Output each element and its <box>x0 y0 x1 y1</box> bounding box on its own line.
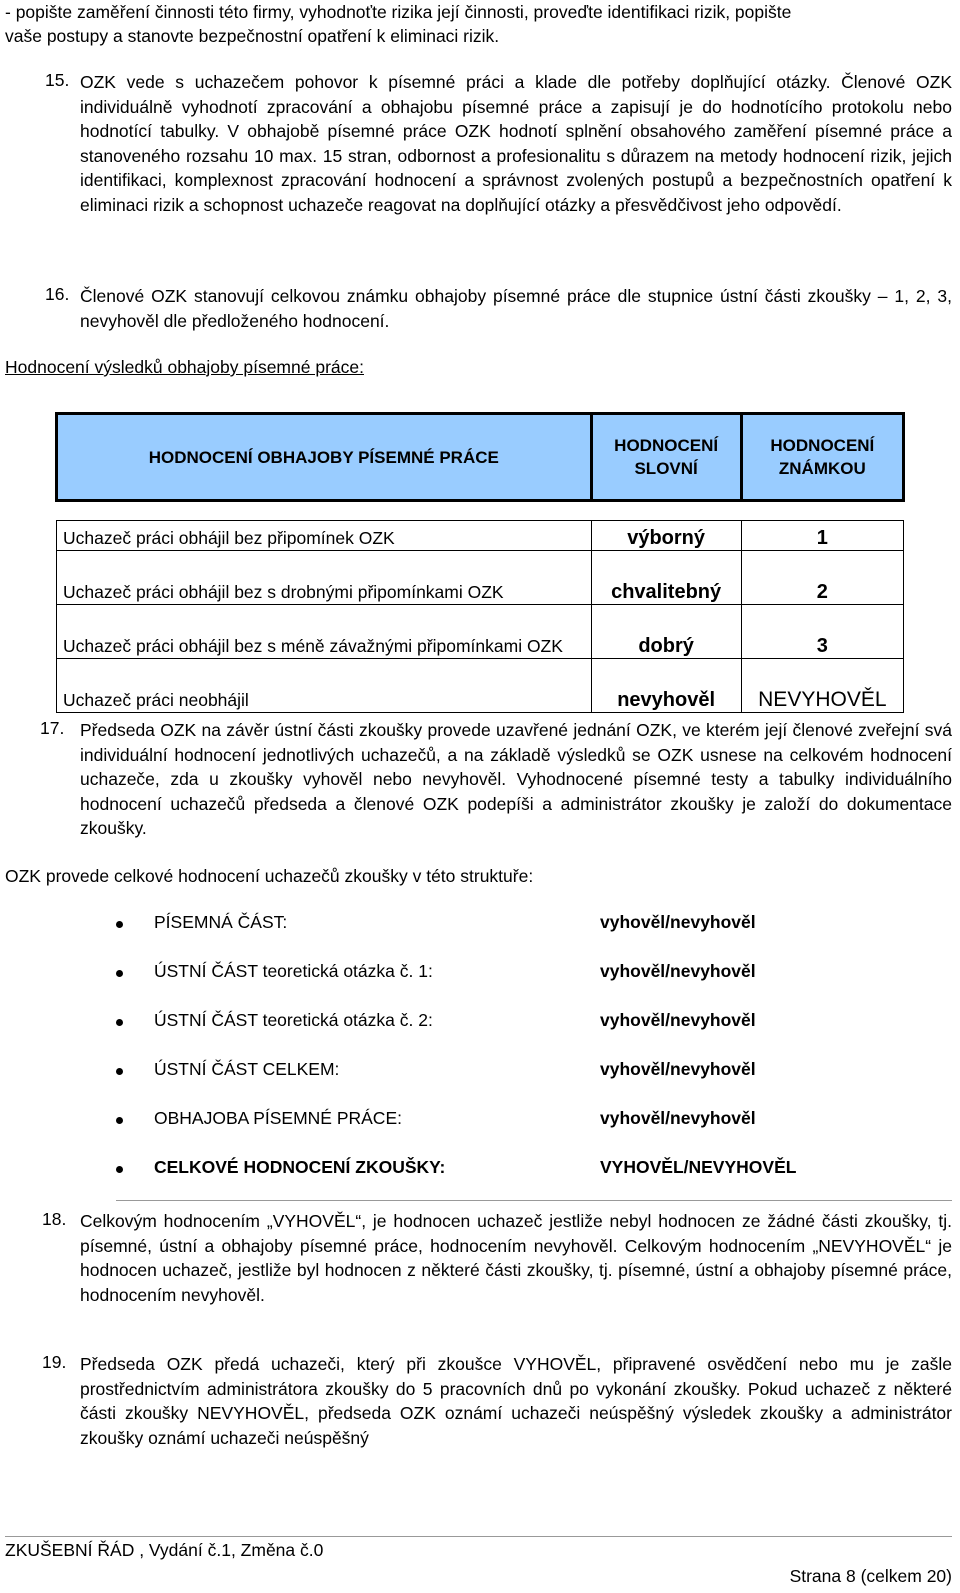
list-item-value: VYHOVĚL/NEVYHOVĚL <box>600 1157 797 1177</box>
list-item <box>0 1059 960 1083</box>
structure-intro: OZK provede celkové hodnocení uchazečů zkoušky v této struktuře: <box>5 866 534 886</box>
list-item <box>0 1010 960 1034</box>
row-verbal-grade: výborný <box>591 521 741 551</box>
divider <box>116 1200 952 1201</box>
bullet-icon <box>116 1019 123 1026</box>
table-row <box>57 605 904 659</box>
item-18-number: 18. <box>42 1209 67 1229</box>
table-row <box>57 521 904 551</box>
footer-divider <box>5 1536 952 1537</box>
header-defense-grade: HODNOCENÍ OBHAJOBY PÍSEMNÉ PRÁCE <box>57 414 592 501</box>
grading-table <box>55 412 905 713</box>
bullet-icon <box>116 970 123 977</box>
item-16-number: 16. <box>45 284 70 304</box>
list-item-value: vyhověl/nevyhověl <box>600 1108 756 1128</box>
row-mark-grade: 3 <box>741 605 903 659</box>
table-row <box>57 551 904 605</box>
list-item <box>0 912 960 936</box>
grading-table-header <box>57 414 904 501</box>
footer-document-title: ZKUŠEBNÍ ŘÁD , Vydání č.1, Změna č.0 <box>5 1540 324 1560</box>
item-18 <box>5 1209 952 1307</box>
list-item-label: OBHAJOBA PÍSEMNÉ PRÁCE: <box>154 1108 402 1128</box>
list-item-value: vyhověl/nevyhověl <box>600 1010 756 1030</box>
list-item <box>0 1108 960 1132</box>
item-19-number: 19. <box>42 1352 67 1372</box>
item-17-number: 17. <box>40 718 65 738</box>
table-heading: Hodnocení výsledků obhajoby písemné práce: <box>5 357 364 377</box>
list-item-value: vyhověl/nevyhověl <box>600 912 756 932</box>
list-item-value: vyhověl/nevyhověl <box>600 961 756 981</box>
list-item-value: vyhověl/nevyhověl <box>600 1059 756 1079</box>
row-description: Uchazeč práci neobhájil <box>57 659 592 713</box>
item-16-text: Členové OZK stanovují celkovou známku obhajoby písemné práce dle stupnice ústní části zkoušky – 1, 2, 3, nevyhověl dle předloženého hodnocení. <box>80 286 952 331</box>
row-description: Uchazeč práci obhájil bez s méně závažnými připomínkami OZK <box>57 605 592 659</box>
list-item-label: ÚSTNÍ ČÁST teoretická otázka č. 1: <box>154 961 433 981</box>
list-item-label: ÚSTNÍ ČÁST CELKEM: <box>154 1059 340 1079</box>
intro-line-2: vaše postupy a stanovte bezpečnostní opatření k eliminaci rizik. <box>5 26 500 46</box>
row-mark-grade: 2 <box>741 551 903 605</box>
bullet-icon <box>116 1166 123 1173</box>
list-item <box>0 961 960 985</box>
row-description: Uchazeč práci obhájil bez připomínek OZK <box>57 521 592 551</box>
header-verbal-grade: HODNOCENÍ SLOVNÍ <box>591 414 741 501</box>
item-17-text: Předseda OZK na závěr ústní části zkoušky provede uzavřené jednání OZK, ve kterém její členové zveřejní svá individuální hodnocení jednotlivých uchazečů, a na základě výsledků se OZK usnese na celkovém hodnocení uchazeče, zda u zkoušky vyhověl nebo nevyhověl. Vyhodnocené písemné testy a tabulky individuálního hodnocení uchazečů předseda a členové OZK podepíši a administrátor zkoušky je založí do dokumentace zkoušky. <box>80 720 952 838</box>
bullet-icon <box>116 921 123 928</box>
intro-line-1: - popište zaměření činnosti této firmy, vyhodnoťte rizika její činnosti, proveďte identifikaci rizik, popište <box>5 2 792 22</box>
item-19-text: Předseda OZK předá uchazeči, který při zkoušce VYHOVĚL, připravené osvědčení nebo mu je zašle prostřednictvím administrátora zkoušky do 5 pracovních dnů po vykonání zkoušky. Pokud uchazeč z některé části zkoušky NEVYHOVĚL, předseda OZK oznámí uchazeči neúspěšný výsledek zkoušky a administrátor zkoušky oznámí uchazeči neúspěšný <box>80 1354 952 1448</box>
item-15-text: OZK vede s uchazečem pohovor k písemné práci a klade dle potřeby doplňující otázky. Členové OZK individuálně vyhodnotí zpracování a obhajobu písemné práce a zapisují je do hodnotícího protokolu nebo hodnotící tabulky. V obhajobě písemné práce OZK hodnotí splnění obsahového zaměření písemné práce a stanoveného rozsahu 10 max. 15 stran, odbornost a profesionalitu s důrazem na metody hodnocení rizik, jejich identifikaci, komplexnost zpracování hodnocení a správnost zvolených postupů a bezpečnostních opatření k eliminaci rizik a schopnost uchazeče reagovat na doplňující otázky a přesvědčivost jeho odpovědí. <box>80 72 952 215</box>
footer-page-number: Strana 8 (celkem 20) <box>789 1566 952 1586</box>
item-15-number: 15. <box>45 70 70 90</box>
row-verbal-grade: chvalitebný <box>591 551 741 605</box>
table-row <box>57 659 904 713</box>
row-mark-grade: 1 <box>741 521 903 551</box>
bullet-icon <box>116 1117 123 1124</box>
table-spacer <box>57 501 904 521</box>
row-verbal-grade: nevyhověl <box>591 659 741 713</box>
item-19 <box>5 1352 952 1450</box>
bullet-icon <box>116 1068 123 1075</box>
row-mark-grade: NEVYHOVĚL <box>741 659 903 713</box>
item-17 <box>5 718 952 841</box>
list-item-label: ÚSTNÍ ČÁST teoretická otázka č. 2: <box>154 1010 433 1030</box>
item-18-text: Celkovým hodnocením „VYHOVĚL“, je hodnocen uchazeč jestliže nebyl hodnocen ze žádné části zkoušky, tj. písemné, ústní a obhajoby písemné práce, hodnocením nevyhověl. Celkovým hodnocením „NEVYHOVĚL“ je hodnocen uchazeč, jestliže byl hodnocen z některé části zkoušky, tj. písemné, ústní a obhajoby písemné práce, hodnocením nevyhověl. <box>80 1211 952 1305</box>
list-item <box>0 1157 960 1181</box>
item-15 <box>5 70 952 217</box>
list-item-label: PÍSEMNÁ ČÁST: <box>154 912 288 932</box>
row-verbal-grade: dobrý <box>591 605 741 659</box>
header-mark-grade: HODNOCENÍ ZNÁMKOU <box>741 414 903 501</box>
list-item-label: CELKOVÉ HODNOCENÍ ZKOUŠKY: <box>154 1157 446 1177</box>
item-16 <box>5 284 952 333</box>
row-description: Uchazeč práci obhájil bez s drobnými připomínkami OZK <box>57 551 592 605</box>
